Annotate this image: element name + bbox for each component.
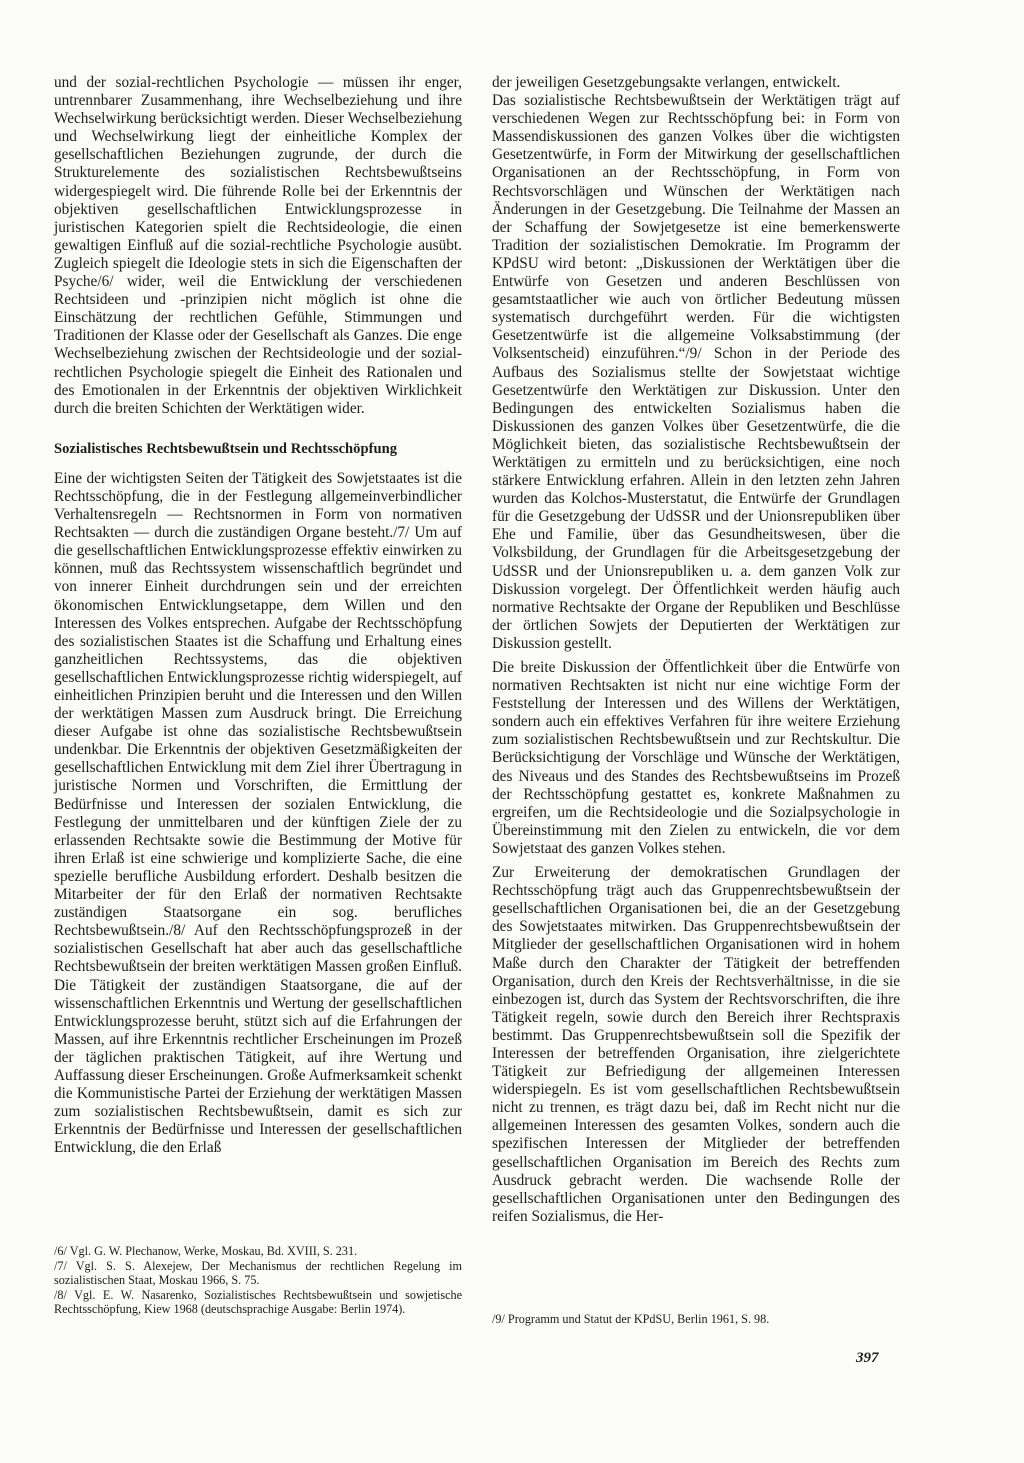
footnote-9: /9/ Programm und Statut der KPdSU, Berlin 1961, S. 98. (492, 1312, 770, 1326)
body-paragraph: Eine der wichtigsten Seiten der Tätigkeit des Sowjetstaates ist die Rechtsschöpfung, die in der Festlegung allgemeinverbindlicher Verhaltensregeln — Rechtsnormen in Form von normativen Rechtsakten — durch die zuständigen Organe besteht./7/ Um auf die gesellschaftlichen Entwicklungsprozesse effektiv einwirken zu können, muß das Rechtssystem wissenschaftlich begründet und von innerer Einheit durchdrungen sein und der erreichten ökonomischen Entwicklungsetappe, dem Willen und den Interessen des Volkes entsprechen. Aufgabe der Rechtsschöpfung des sozialistischen Staates ist die Schaffung und Erhaltung eines ganzheitlichen Rechtssystems, das die objektiven gesellschaftlichen Entwicklungsprozesse richtig widerspiegelt, auf einheitlichen Prinzipien beruht und die Interessen und den Willen der werktätigen Massen zum Ausdruck bringt. Die Erreichung dieser Aufgabe ist ohne das sozialistische Rechtsbewußtsein undenkbar. Die Erkenntnis der objektiven Gesetzmäßigkeiten der gesellschaftlichen Entwicklung mit dem Ziel ihrer Übertragung in juristische Normen und Vorschriften, die Ermittlung der Bedürfnisse und Interessen der sozialen Entwicklung, die Festlegung der unmittelbaren und der künftigen Ziele der zu erlassenden Rechtsakte sowie die Bestimmung der Motive für ihren Erlaß ist eine schwierige und komplizierte Sache, die eine spezielle berufliche Ausbildung erfordert. Deshalb besitzen die Mitarbeiter der für den Erlaß der normativen Rechtsakte zuständigen Staatsorgane ein sog. berufliches Rechtsbewußtsein./8/ Auf den Rechtsschöpfungsprozeß in der sozialistischen Gesellschaft hat aber auch das gesellschaftliche Rechtsbewußtsein der breiten werktätigen Massen großen Einfluß. Die Tätigkeit der zuständigen Staatsorgane, die auf der wissenschaftlichen Erkenntnis und Wertung der gesellschaftlichen Entwicklungsprozesse beruht, stützt sich auf die Erfahrungen der Massen, auf ihre Erkenntnis rechtlicher Erscheinungen im Prozeß der täglichen praktischen Tätigkeit, auf ihre Wertung und Auffassung dieser Erscheinungen. Große Aufmerksamkeit schenkt die Kommunistische Partei der Erziehung der werktätigen Massen zum sozialistischen Rechtsbewußtsein, damit es sich zur Erkenntnis der Bedürfnisse und Interessen der gesellschaftlichen Entwicklung, die den Erlaß (54, 469, 462, 1157)
right-column (492, 74, 900, 1226)
footnote-7: /7/ Vgl. S. S. Alexejew, Der Mechanismus der rechtlichen Regelung im sozialistischen Staat, Moskau 1966, S. 75. (54, 1258, 462, 1288)
body-paragraph: Zur Erweiterung der demokratischen Grundlagen der Rechtsschöpfung trägt auch das Gruppenrechtsbewußtsein der gesellschaftlichen Organisationen bei, die an der Gesetzgebung des Sowjetstaates mitwirken. Das Gruppenrechtsbewußtsein der Mitglieder der gesellschaftlichen Organisationen wird in hohem Maße durch den Charakter der Tätigkeit der betreffenden Organisation, durch den Kreis der Rechtsverhältnisse, in die sie einbezogen ist, durch das System der Rechtsvorschriften, die ihre Tätigkeit regeln, sowie durch den Bereich ihrer Rechtspraxis bestimmt. Das Gruppenrechtsbewußtsein soll die Spezifik der Interessen der betreffenden Organisation, ihre zielgerichtete Tätigkeit zur Befriedigung der allgemeinen Interessen widerspiegeln. Es ist vom gesellschaftlichen Rechtsbewußtsein nicht zu trennen, es trägt dazu bei, daß im Recht nicht nur die allgemeinen Interessen des gesamten Volkes, sondern auch die spezifischen Interessen der Mitglieder der betreffenden gesellschaftlichen Organisation im Bereich des Rechts zum Ausdruck gebracht werden. Die wachsende Rolle der gesellschaftlichen Organisationen unter den Bedingungen des reifen Sozialismus, die Her- (492, 864, 900, 1225)
left-footnotes (54, 1244, 462, 1317)
section-heading: Sozialistisches Rechtsbewußtsein und Rechtsschöpfung (54, 440, 397, 457)
footnote-6: /6/ Vgl. G. W. Plechanow, Werke, Moskau, Bd. XVIII, S. 231. (54, 1244, 358, 1258)
body-paragraph: Das sozialistische Rechtsbewußtsein der Werktätigen trägt auf verschiedenen Wegen zur Rechtsschöpfung bei: in Form von Massendiskussionen des ganzen Volkes über die wichtigsten Gesetzentwürfe, in Form der Mitwirkung der gesellschaftlichen Organisationen an der Rechtsschöpfung, in Form von Rechtsvorschlägen und Wünschen der Werktätigen nach Änderungen in der Gesetzgebung. Die Teilnahme der Massen an der Schaffung der Sowjetgesetze ist eine bemerkenswerte Tradition der sozialistischen Demokratie. Im Programm der KPdSU wird betont: „Diskussionen der Werktätigen über die Entwürfe von Gesetzen und anderen Beschlüssen von gesamtstaatlicher wie auch von örtlicher Bedeutung müssen systematisch durchgeführt werden. Für die wichtigsten Gesetzentwürfe ist die allgemeine Volksabstimmung (der Volksentscheid) einzuführen.“/9/ Schon in der Periode des Aufbaus des Sozialismus stellte der Sowjetstaat wichtige Gesetzentwürfe den Werktätigen zur Diskussion. Unter den Bedingungen des entwickelten Sozialismus haben die Diskussionen des ganzen Volkes über Gesetzentwürfe, die die Möglichkeit bieten, das sozialistische Rechtsbewußtsein der Werktätigen zu ermitteln und zu berücksichtigen, eine noch stärkere Entwicklung erfahren. Allein in den letzten zehn Jahren wurden das Kolchos-Musterstatut, die Entwürfe der Grundlagen für die Gesetzgebung der UdSSR und der Unionsrepubliken über Ehe und Familie, über das Gesundheitswesen, über die Volksbildung, der Grundlagen für die Arbeitsgesetzgebung der UdSSR und der Unionsrepubliken u. a. dem ganzen Volk zur Diskussion vorgelegt. Der Öffentlichkeit werden häufig auch normative Rechtsakte der Organe der Republiken und Beschlüsse der örtlichen Sowjets der Deputierten der Werktätigen zur Diskussion gestellt. (492, 92, 900, 652)
body-paragraph: und der sozial-rechtlichen Psychologie — müssen ihr enger, untrennbarer Zusammenhang, ihre Wechselbeziehung und ihre Wechselwirkung berücksichtigt werden. Dieser Wechselbeziehung und Wechselwirkung liegt der einheitliche Komplex der gesellschaftlichen Beziehungen zugrunde, der durch die Strukturelemente des sozialistischen Rechtsbewußtseins widergespiegelt wird. Die führende Rolle bei der Erkenntnis der objektiven gesellschaftlichen Entwicklungsprozesse in juristischen Kategorien spielt die Rechtsideologie, die einen gewaltigen Einfluß auf die sozial-rechtliche Psychologie ausübt. Zugleich spiegelt die Ideologie stets in sich die Eigenschaften der Psyche/6/ wider, weil die Entwicklung der verschiedenen Rechtsideen und -prinzipien nicht möglich ist ohne die Einschätzung der rechtlichen Gefühle, Stimmungen und Traditionen der Klasse oder der Gesellschaft als Ganzes. Die enge Wechselbeziehung zwischen der Rechtsideologie und der sozial-rechtlichen Psychologie spiegelt die Einheit des Rationalen und des Emotionalen in der Erkenntnis der objektiven Wirklichkeit durch die breiten Schichten der Werktätigen wider. (54, 74, 462, 417)
page-number: 397 (856, 1350, 879, 1366)
left-column (54, 74, 462, 1157)
right-footnotes (492, 1312, 900, 1327)
body-paragraph: Die breite Diskussion der Öffentlichkeit über die Entwürfe von normativen Rechtsakten ist nicht nur eine wichtige Form der Feststellung der Interessen und des Willens der Werktätigen, sondern auch ein effektives Verfahren für ihre weitere Erziehung zum sozialistischen Rechtsbewußtsein und zur Rechtskultur. Die Berücksichtigung der Vorschläge und Wünsche der Werktätigen, des Niveaus und des Standes des Rechtsbewußtseins im Prozeß der Rechtsschöpfung gestattet es, konkrete Maßnahmen zu ergreifen, um die Rechtsideologie und die Sozialpsychologie in Übereinstimmung mit den Zielen zu entwickeln, die vor dem Sowjetstaat des ganzen Volkes stehen. (492, 659, 900, 857)
body-paragraph: der jeweiligen Gesetzgebungsakte verlangen, entwickelt. (492, 74, 841, 91)
footnote-8: /8/ Vgl. E. W. Nasarenko, Sozialistisches Rechtsbewußtsein und sowjetische Rechtsschöpfung, Kiew 1968 (deutschsprachige Ausgabe: Berlin 1974). (54, 1287, 462, 1317)
